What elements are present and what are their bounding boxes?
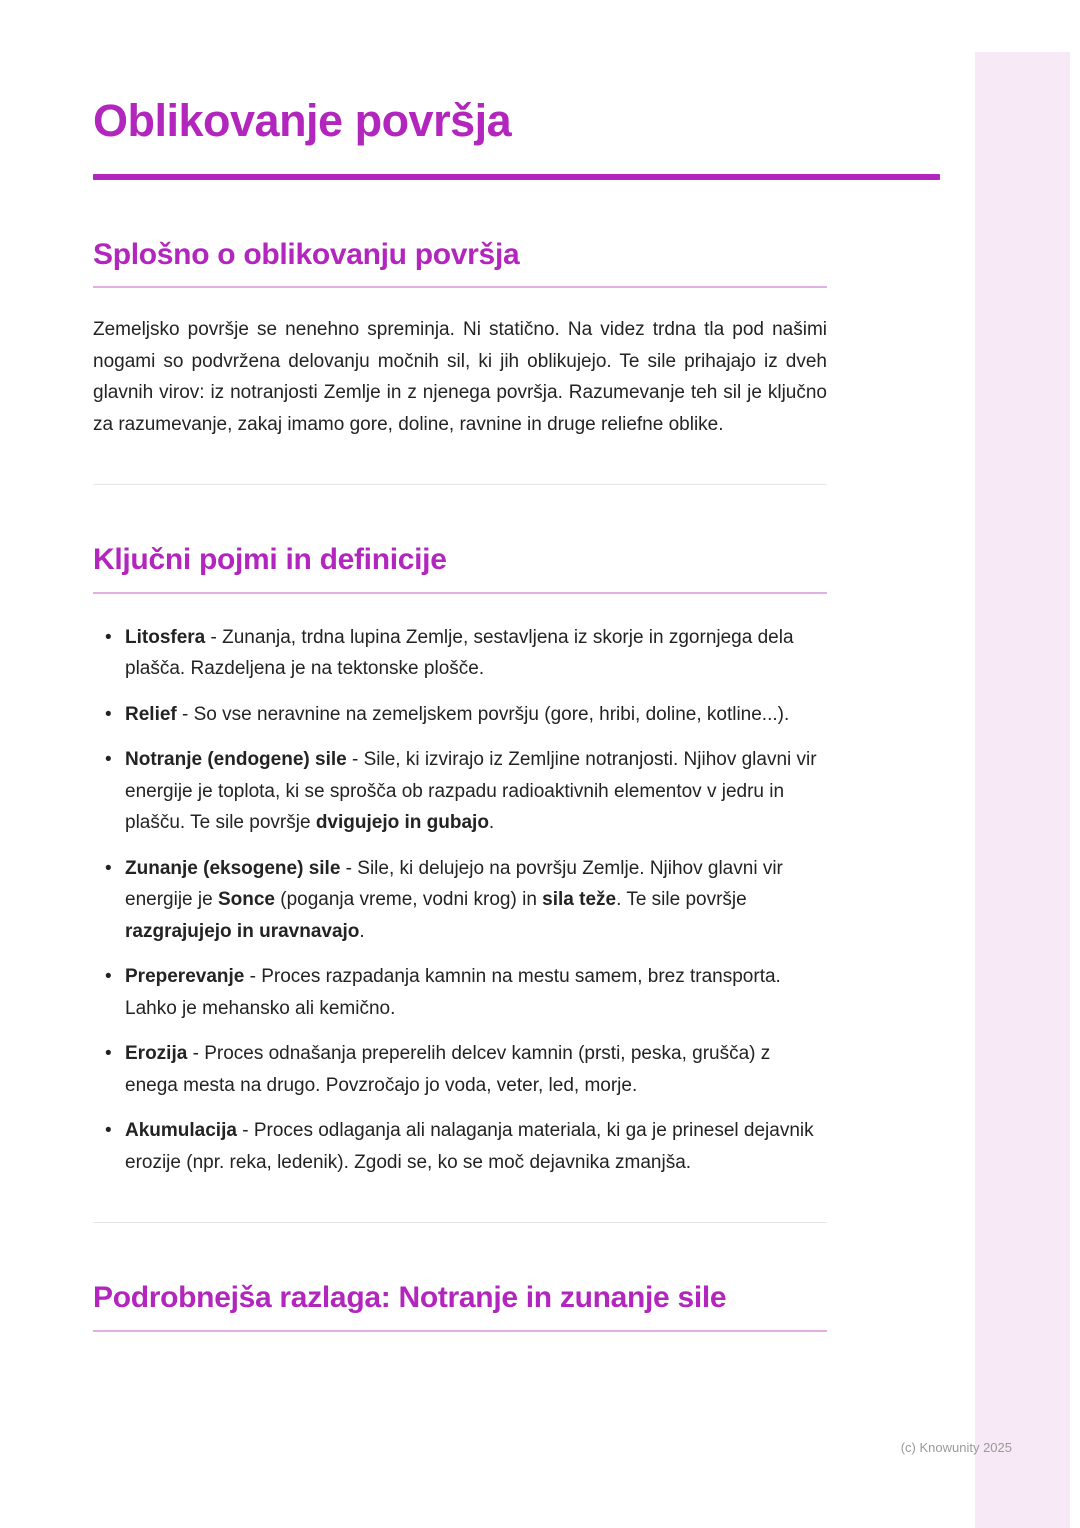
term-plain-text: - Zunanja, trdna lupina Zemlje, sestavljena iz skorje in zgornjega dela plašča. Razdeljena je na tektonske plošče. [125, 626, 794, 679]
term-list-item [125, 744, 827, 839]
term-plain-text: . Te sile površje [616, 889, 747, 910]
term-list-item [125, 961, 827, 1024]
side-stripe [975, 52, 1070, 1528]
term-plain-text: - Proces razpadanja kamnin na mestu samem, brez transporta. Lahko je mehansko ali kemično. [125, 966, 781, 1019]
title-rule [93, 174, 940, 180]
term-bold-text: Relief [125, 703, 177, 725]
term-bold-text: Sonce [217, 889, 275, 910]
term-plain-text: - So vse neravnine na zemeljskem površju (gore, hribi, doline, kotline...). [176, 703, 790, 725]
term-list-item [125, 853, 827, 948]
section-heading-detail: Podrobnejša razlaga: Notranje in zunanje sile [93, 1279, 827, 1332]
section-terms [93, 541, 827, 1178]
term-bold-text: Preperevanje [125, 966, 245, 987]
term-bold-text: Akumulacija [125, 1120, 237, 1141]
term-bold-text: Erozija [125, 1043, 188, 1064]
term-plain-text: . [488, 812, 495, 833]
terms-list [93, 622, 827, 1179]
term-bold-text: dvigujejo in gubajo [315, 812, 489, 833]
term-plain-text: - Proces odnašanja preperelih delcev kamnin (prsti, peska, grušča) z enega mesta na drugo. Povzročajo jo voda, veter, led, morje. [125, 1043, 771, 1096]
section-divider [93, 484, 827, 485]
term-bold-text: Litosfera [125, 626, 206, 648]
page-title: Oblikovanje površja [93, 95, 512, 146]
section-detail [93, 1279, 827, 1332]
term-list-item [125, 1115, 827, 1178]
term-list-item [125, 699, 827, 731]
term-bold-text: razgrajujejo in uravnavajo [125, 920, 360, 942]
term-list-item [125, 1038, 827, 1101]
term-bold-text: Notranje (endogene) sile [125, 749, 347, 770]
term-bold-text: sila teže [542, 889, 617, 910]
section-divider [93, 1222, 827, 1223]
term-plain-text: - Proces odlaganja ali nalaganja materiala, ki ga je prinesel dejavnik erozije (npr. reka, ledenik). Zgodi se, ko se moč dejavnika zmanjša. [125, 1120, 814, 1173]
term-plain-text: - Sile, ki izvirajo iz Zemljine notranjosti. Njihov glavni vir energije je toplota, ki se sprošča ob razpadu radioaktivnih elementov v jedru in plašču. Te sile površje [125, 749, 817, 833]
footer-credit: (c) Knowunity 2025 [900, 1440, 1012, 1455]
section-general [93, 236, 827, 441]
section-heading-general: Splošno o oblikovanju površja [93, 236, 827, 289]
term-plain-text: - Sile, ki delujejo na površju Zemlje. Njihov glavni vir energije je [125, 857, 783, 910]
section-heading-terms: Ključni pojmi in definicije [93, 541, 827, 594]
term-list-item [125, 622, 827, 685]
term-plain-text: . [359, 920, 365, 942]
term-plain-text: (poganja vreme, vodni krog) in [274, 889, 543, 910]
intro-paragraph: Zemeljsko površje se nenehno spreminja. Ni statično. Na videz trdna tla pod našimi nogami so podvržena delovanju močnih sil, ki jih oblikujejo. Te sile prihajajo iz dveh glavnih virov: iz notranjosti Zemlje in z njenega površja. Razumevanje teh sil je ključno za razumevanje, zakaj imamo gore, doline, ravnine in druge reliefne oblike. [93, 319, 827, 435]
term-bold-text: Zunanje (eksogene) sile [125, 857, 341, 879]
